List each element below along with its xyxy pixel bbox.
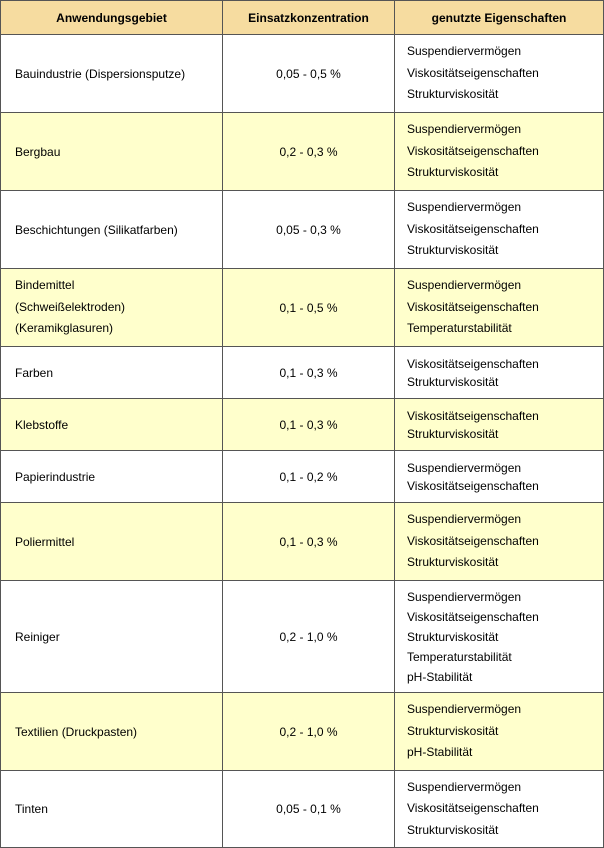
- area-cell: [1, 399, 223, 451]
- area-text: Bauindustrie (Dispersionsputze): [15, 66, 186, 81]
- properties-cell: [395, 771, 604, 848]
- area-cell: [1, 35, 223, 113]
- properties-cell: [395, 581, 604, 693]
- property-text: Strukturviskosität: [407, 426, 499, 441]
- area-text: Papierindustrie: [15, 469, 96, 484]
- property-text: Temperaturstabilität: [407, 321, 512, 336]
- concentration-cell: 0,1 - 0,3 %: [223, 503, 395, 581]
- area-cell: [1, 771, 223, 848]
- area-cell: [1, 191, 223, 269]
- area-cell: [1, 451, 223, 503]
- area-text: Reiniger: [15, 629, 60, 644]
- table-row: [1, 191, 604, 269]
- area-cell: [1, 581, 223, 693]
- property-text: Viskositätseigenschaften: [407, 609, 539, 624]
- property-text: Strukturviskosität: [407, 374, 499, 389]
- properties-cell: [395, 191, 604, 269]
- concentration-cell: 0,2 - 0,3 %: [223, 113, 395, 191]
- area-text: Bergbau: [15, 144, 61, 159]
- property-text: Strukturviskosität: [407, 555, 499, 570]
- property-text: Strukturviskosität: [407, 87, 499, 102]
- property-text: Viskositätseigenschaften: [407, 221, 539, 236]
- properties-cell: [395, 399, 604, 451]
- concentration-cell: 0,1 - 0,3 %: [223, 347, 395, 399]
- table-row: [1, 35, 604, 113]
- area-text: Tinten: [15, 802, 48, 816]
- property-text: Viskositätseigenschaften: [407, 299, 539, 314]
- properties-cell: [395, 113, 604, 191]
- properties-cell: [395, 269, 604, 347]
- property-text: Viskositätseigenschaften: [407, 408, 539, 423]
- table-row: [1, 399, 604, 451]
- area-text: Klebstoffe: [15, 417, 69, 432]
- property-text: Suspendiervermögen: [407, 122, 522, 137]
- header-eigenschaften: genutzte Eigenschaften: [395, 1, 604, 35]
- property-text: Suspendiervermögen: [407, 200, 522, 215]
- property-text: pH-Stabilität: [407, 745, 473, 760]
- property-text: Viskositätseigenschaften: [407, 143, 539, 158]
- property-text: Viskositätseigenschaften: [407, 356, 539, 371]
- concentration-cell: 0,2 - 1,0 %: [223, 693, 395, 771]
- property-text: Temperaturstabilität: [407, 649, 512, 664]
- property-text: Suspendiervermögen: [407, 460, 522, 475]
- properties-cell: [395, 347, 604, 399]
- concentration-cell: 0,1 - 0,2 %: [223, 451, 395, 503]
- property-text: Strukturviskosität: [407, 723, 499, 738]
- property-text: Strukturviskosität: [407, 243, 499, 258]
- area-text: Farben: [15, 365, 54, 380]
- header-anwendungsgebiet: Anwendungsgebiet: [1, 1, 223, 35]
- properties-cell: [395, 503, 604, 581]
- property-text: Suspendiervermögen: [407, 779, 522, 794]
- table-row: [1, 451, 604, 503]
- area-text: Textilien (Druckpasten): [15, 724, 138, 739]
- area-cell: [1, 693, 223, 771]
- area-cell: [1, 503, 223, 581]
- table-row: [1, 503, 604, 581]
- concentration-cell: 0,2 - 1,0 %: [223, 581, 395, 693]
- concentration-cell: 0,1 - 0,5 %: [223, 269, 395, 347]
- property-text: Suspendiervermögen: [407, 44, 522, 59]
- table-row: [1, 771, 604, 848]
- header-einsatzkonzentration: Einsatzkonzentration: [223, 1, 395, 35]
- property-text: Suspendiervermögen: [407, 702, 522, 717]
- area-cell: [1, 113, 223, 191]
- property-text: pH-Stabilität: [407, 669, 473, 684]
- table-row: [1, 269, 604, 347]
- table-row: [1, 113, 604, 191]
- property-text: Viskositätseigenschaften: [407, 65, 539, 80]
- table-row: [1, 581, 604, 693]
- properties-cell: [395, 451, 604, 503]
- area-text: Beschichtungen (Silikatfarben): [15, 222, 178, 237]
- concentration-cell: 0,05 - 0,3 %: [223, 191, 395, 269]
- concentration-cell: 0,1 - 0,3 %: [223, 399, 395, 451]
- header-row: [1, 1, 604, 35]
- concentration-cell: 0,05 - 0,5 %: [223, 35, 395, 113]
- area-text: (Keramikglasuren): [15, 321, 114, 336]
- area-cell: [1, 269, 223, 347]
- property-text: Viskositätseigenschaften: [407, 478, 539, 493]
- area-text: Poliermittel: [15, 534, 75, 549]
- property-text: Suspendiervermögen: [407, 278, 522, 293]
- area-text: (Schweißelektroden): [15, 299, 126, 314]
- property-text: Suspendiervermögen: [407, 589, 522, 604]
- properties-cell: [395, 693, 604, 771]
- concentration-cell: 0,05 - 0,1 %: [223, 771, 395, 848]
- property-text: Strukturviskosität: [407, 629, 499, 644]
- properties-cell: [395, 35, 604, 113]
- property-text: Suspendiervermögen: [407, 512, 522, 527]
- property-text: Viskositätseigenschaften: [407, 533, 539, 548]
- property-text: Strukturviskosität: [407, 822, 499, 837]
- area-cell: [1, 347, 223, 399]
- table-row: [1, 693, 604, 771]
- area-text: Bindemittel: [15, 278, 75, 293]
- property-text: Viskositätseigenschaften: [407, 801, 539, 816]
- table-row: [1, 347, 604, 399]
- property-text: Strukturviskosität: [407, 165, 499, 180]
